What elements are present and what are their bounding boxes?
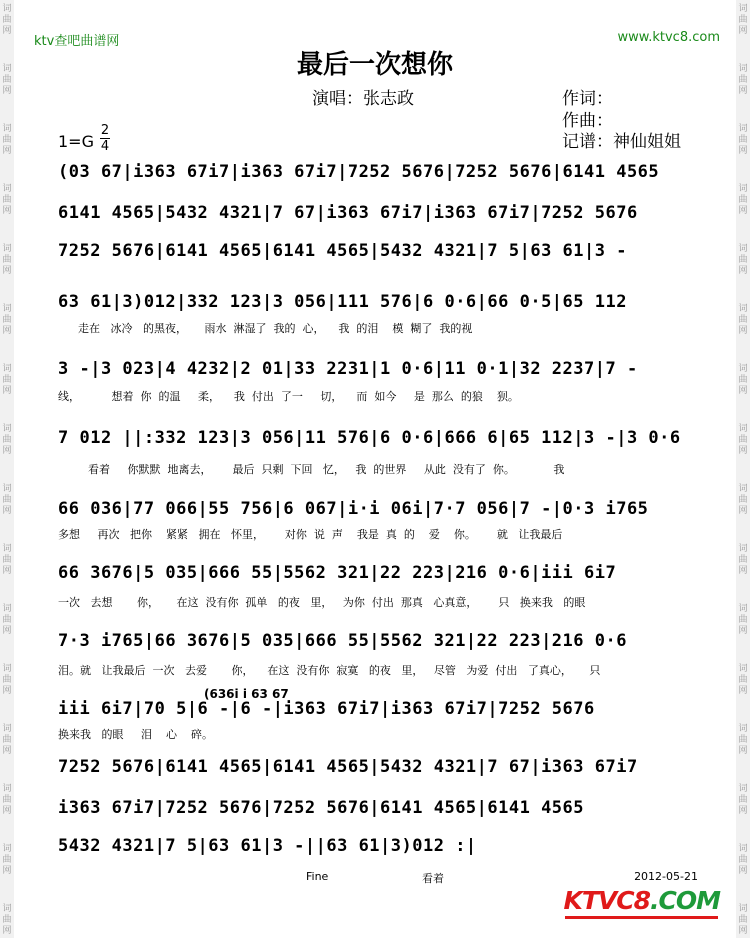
site-url-right[interactable]: www.ktvc8.com [617,30,720,45]
margin-watermark: 词 曲 网 [2,424,12,456]
margin-watermark: 词 曲 网 [2,484,12,516]
margin-watermark: 词 曲 网 [2,604,12,636]
logo-suffix-text: .COM [650,886,720,915]
margin-watermark: 词 曲 网 [2,64,12,96]
ktvc8-logo[interactable] [563,886,720,915]
margin-watermark: 词 曲 网 [2,184,12,216]
margin-watermark: 词 曲 网 [738,244,748,276]
score-row-13: 5432 4321|7 5|63 61|3 -||63 61|3)012 :| [58,836,477,856]
lyric-line-1: 走在 冰冷 的黑夜， 雨水 淋湿了 我的 心， 我 的泪 模 糊了 我的视 [78,322,473,335]
margin-watermark: 词 曲 网 [2,244,12,276]
margin-watermark: 词 曲 网 [2,904,12,936]
margin-watermark: 词 曲 网 [2,784,12,816]
margin-watermark: 词 曲 网 [2,304,12,336]
margin-watermark: 词 曲 网 [738,664,748,696]
score-row-11: 7252 5676|6141 4565|6141 4565|5432 4321|7 67|i363 67i7 [58,757,638,777]
score-row-2: 6141 4565|5432 4321|7 67|i363 67i7|i363 67i7|7252 5676 [58,203,638,223]
singer-credit: 演唱：张志政 [312,89,414,109]
site-name-left[interactable]: ktv查吧曲谱网 [34,34,120,49]
score-row-9: 7·3 i765|66 3676|5 035|666 55|5562 321|22 223|216 0·6 [58,631,627,651]
score-row-12: i363 67i7|7252 5676|7252 5676|6141 4565|6141 4565 [58,798,585,818]
lyric-line-5: 一次 去想 你， 在这 没有你 孤单 的夜 里， 为你 付出 那真 心真意， 只 换来我 的眼 [58,596,586,609]
time-sig-bottom: 4 [100,139,110,154]
margin-watermark: 词 曲 网 [738,184,748,216]
score-row-1: (03 67|i363 67i7|i363 67i7|7252 5676|7252 5676|6141 4565 [58,162,660,182]
margin-watermark: 词 曲 网 [738,544,748,576]
key-signature: 1=G [58,132,94,151]
score-row-7: 66 036|77 066|55 756|6 067|i·i 06i|7·7 056|7 -|0·3 i765 [58,499,649,519]
time-sig-top: 2 [100,123,110,138]
margin-watermark: 词 曲 网 [2,364,12,396]
margin-watermark: 词 曲 网 [2,664,12,696]
margin-watermark: 词 曲 网 [2,544,12,576]
score-row-6: 7 012 ||:332 123|3 056|11 576|6 0·6|666 6|65 112|3 -|3 0·6 [58,428,681,448]
lyric-line-4: 多想 再次 把你 紧紧 拥在 怀里， 对你 说 声 我是 真 的 爱 你。 就 让我最后 [58,528,563,541]
transcriber-credit: 记谱：神仙姐姐 [562,132,681,152]
margin-watermark: 词 曲 网 [738,424,748,456]
logo-main-text: KTVC8 [563,886,651,915]
margin-watermark: 词 曲 网 [2,4,12,36]
score-row-4: 63 61|3)012|332 123|3 056|111 576|6 0·6|66 0·5|65 112 [58,292,627,312]
lyric-line-6: 泪。就 让我最后 一次 去爱 你， 在这 没有你 寂寞 的夜 里， 尽管 为爱 付出 了真心， 只 [58,664,601,677]
ornament-notes: (636i i 63 67 [204,687,289,701]
lyricist-credit: 作词： [562,89,613,109]
composer-credit: 作曲： [562,111,613,131]
score-row-8: 66 3676|5 035|666 55|5562 321|22 223|216 0·6|iii 6i7 [58,563,617,583]
margin-watermark: 词 曲 网 [2,724,12,756]
score-row-3: 7252 5676|6141 4565|6141 4565|5432 4321|7 5|63 61|3 - [58,241,627,261]
lyric-line-3: 看着 你默默 地离去， 最后 只剩 下回 忆， 我 的世界 从此 没有了 你。 我 [88,463,565,476]
margin-watermark: 词 曲 网 [738,64,748,96]
repeat-lyric-label: 看着 [422,872,444,885]
score-row-10: iii 6i7|70 5|6 -|6 -|i363 67i7|i363 67i7|7252 5676 [58,699,595,719]
margin-watermark: 词 曲 网 [2,844,12,876]
song-title: 最后一次想你 [296,50,453,80]
date-label: 2012-05-21 [634,870,698,883]
margin-watermark: 词 曲 网 [738,784,748,816]
score-row-5: 3 -|3 023|4 4232|2 01|33 2231|1 0·6|11 0·1|32 2237|7 - [58,359,638,379]
lyric-line-7: 换来我 的眼 泪 心 碎。 [58,728,213,741]
margin-watermark: 词 曲 网 [738,4,748,36]
margin-watermark: 词 曲 网 [738,484,748,516]
time-signature [100,124,110,153]
margin-watermark: 词 曲 网 [738,904,748,936]
margin-watermark: 词 曲 网 [738,124,748,156]
margin-watermark: 词 曲 网 [738,304,748,336]
margin-watermark: 词 曲 网 [738,604,748,636]
margin-watermark: 词 曲 网 [2,124,12,156]
margin-watermark: 词 曲 网 [738,364,748,396]
margin-watermark: 词 曲 网 [738,724,748,756]
fine-marker: Fine [306,870,329,883]
lyric-line-2: 线， 想着 你 的温 柔， 我 付出 了一 切， 而 如今 是 那么 的狼 狈。 [58,390,519,403]
margin-watermark: 词 曲 网 [738,844,748,876]
